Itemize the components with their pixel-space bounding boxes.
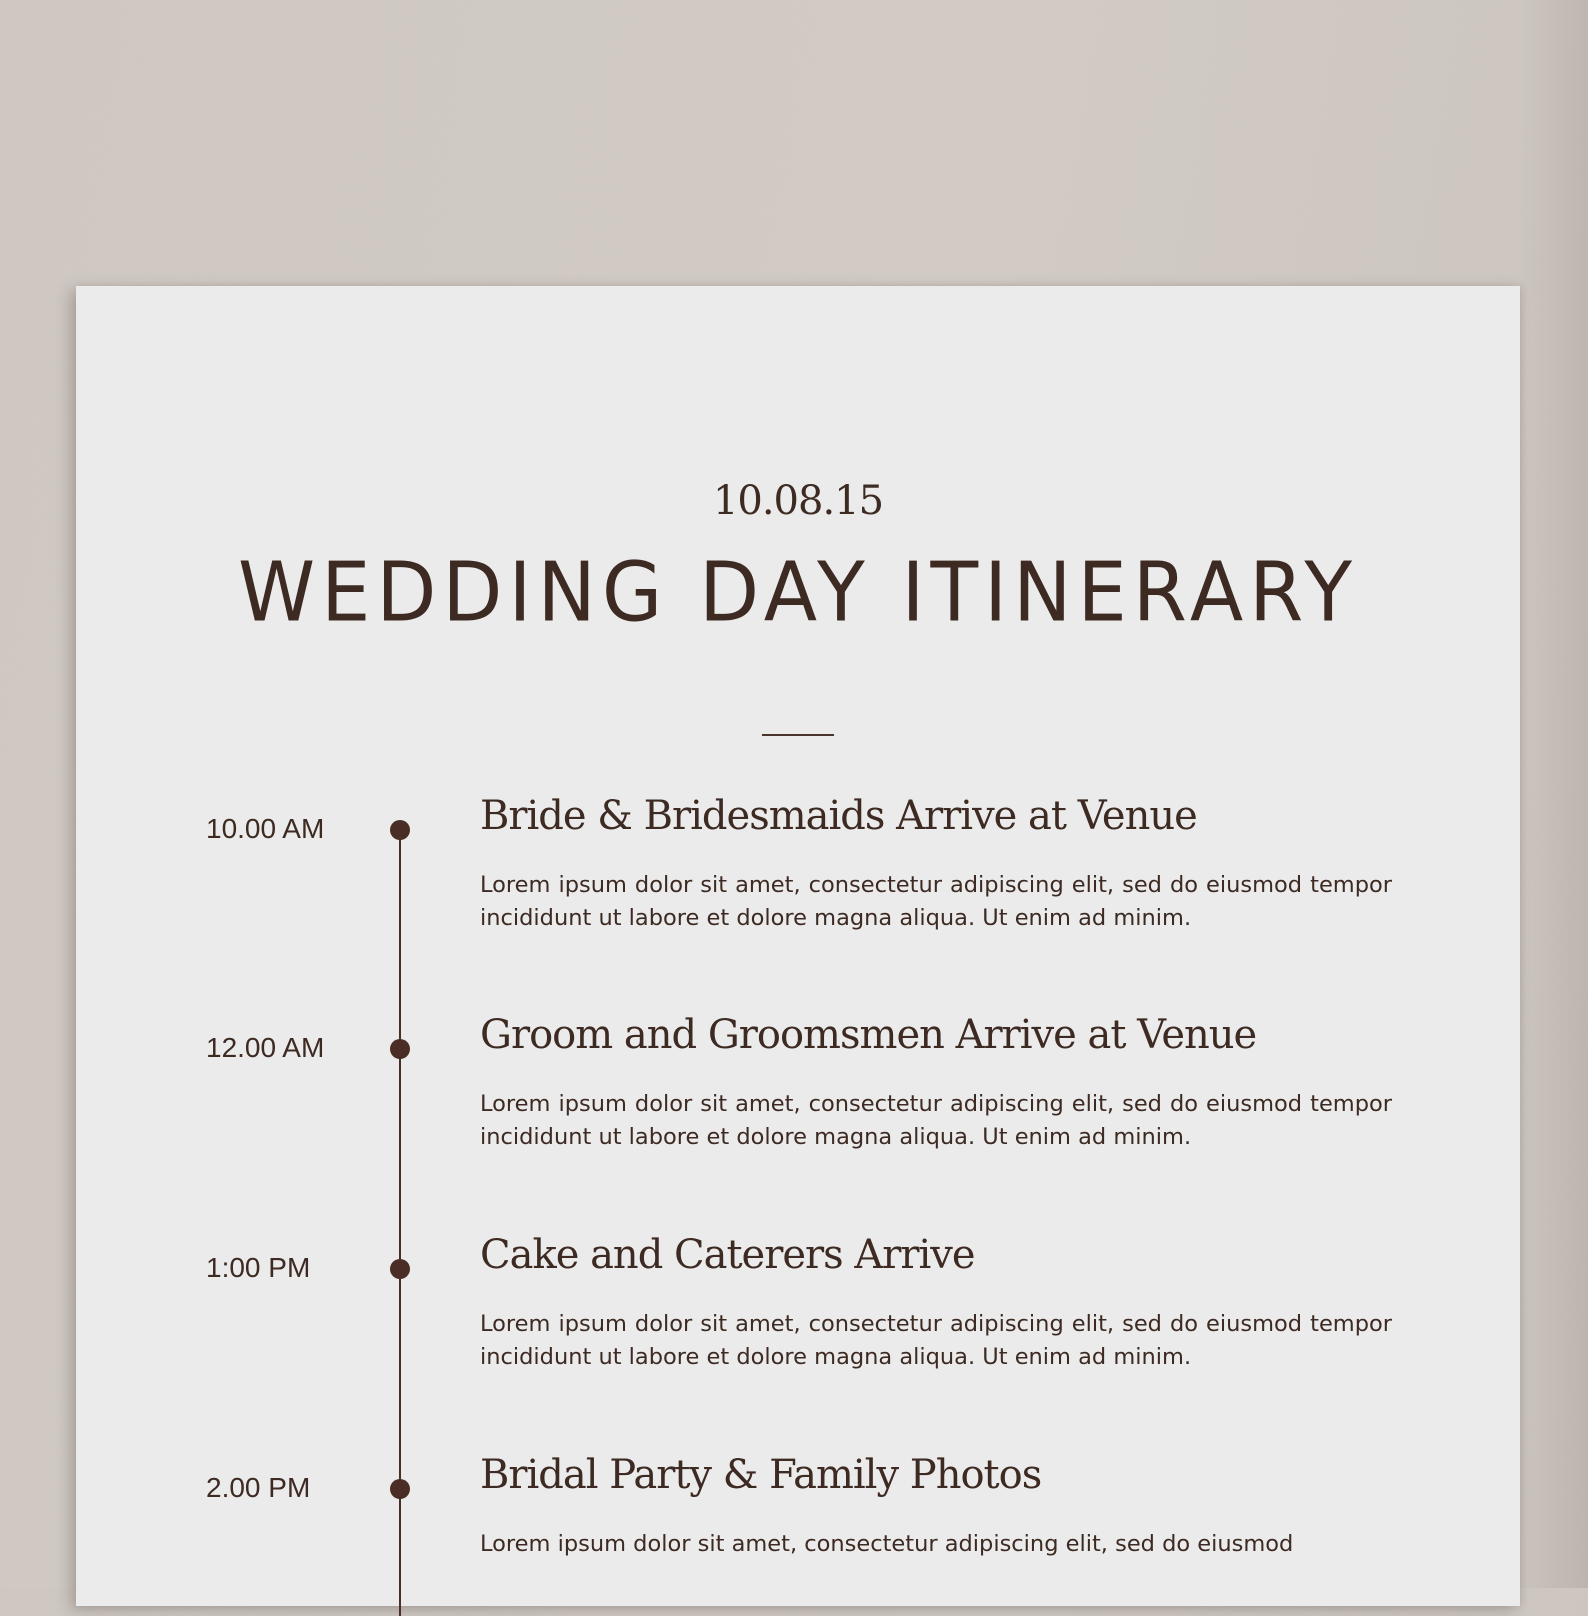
event-heading: Bride & Bridesmaids Arrive at Venue [480, 793, 1197, 839]
event-time: 12.00 AM [206, 1032, 325, 1063]
timeline-dot-icon [390, 1039, 410, 1059]
event-description: Lorem ipsum dolor sit amet, consectetur adipiscing elit, sed do eiusmod tempor incididunt ut labore et dolore magna aliqua. Ut enim ad minim. [480, 1311, 1392, 1370]
wall-background-shade [1518, 0, 1588, 1588]
itinerary-paper [76, 286, 1520, 1606]
timeline-line [399, 836, 401, 1616]
event-heading: Cake and Caterers Arrive [480, 1232, 975, 1278]
event-time: 10.00 AM [206, 813, 325, 844]
title-divider [762, 734, 834, 736]
event-time: 1:00 PM [206, 1252, 311, 1283]
itinerary-title: WEDDING DAY ITINERARY [237, 545, 1359, 641]
event-description: Lorem ipsum dolor sit amet, consectetur adipiscing elit, sed do eiusmod [480, 1531, 1294, 1557]
event-heading: Bridal Party & Family Photos [480, 1452, 1042, 1498]
event-time: 2.00 PM [206, 1472, 311, 1503]
timeline-dot-icon [390, 1259, 410, 1279]
event-description: Lorem ipsum dolor sit amet, consectetur adipiscing elit, sed do eiusmod tempor incididunt ut labore et dolore magna aliqua. Ut enim ad minim. [480, 1091, 1392, 1150]
event-heading: Groom and Groomsmen Arrive at Venue [480, 1012, 1257, 1058]
timeline-dot-icon [390, 820, 410, 840]
wedding-date: 10.08.15 [712, 478, 884, 524]
event-description: Lorem ipsum dolor sit amet, consectetur adipiscing elit, sed do eiusmod tempor incididunt ut labore et dolore magna aliqua. Ut enim ad minim. [480, 872, 1392, 931]
timeline-dot-icon [390, 1479, 410, 1499]
